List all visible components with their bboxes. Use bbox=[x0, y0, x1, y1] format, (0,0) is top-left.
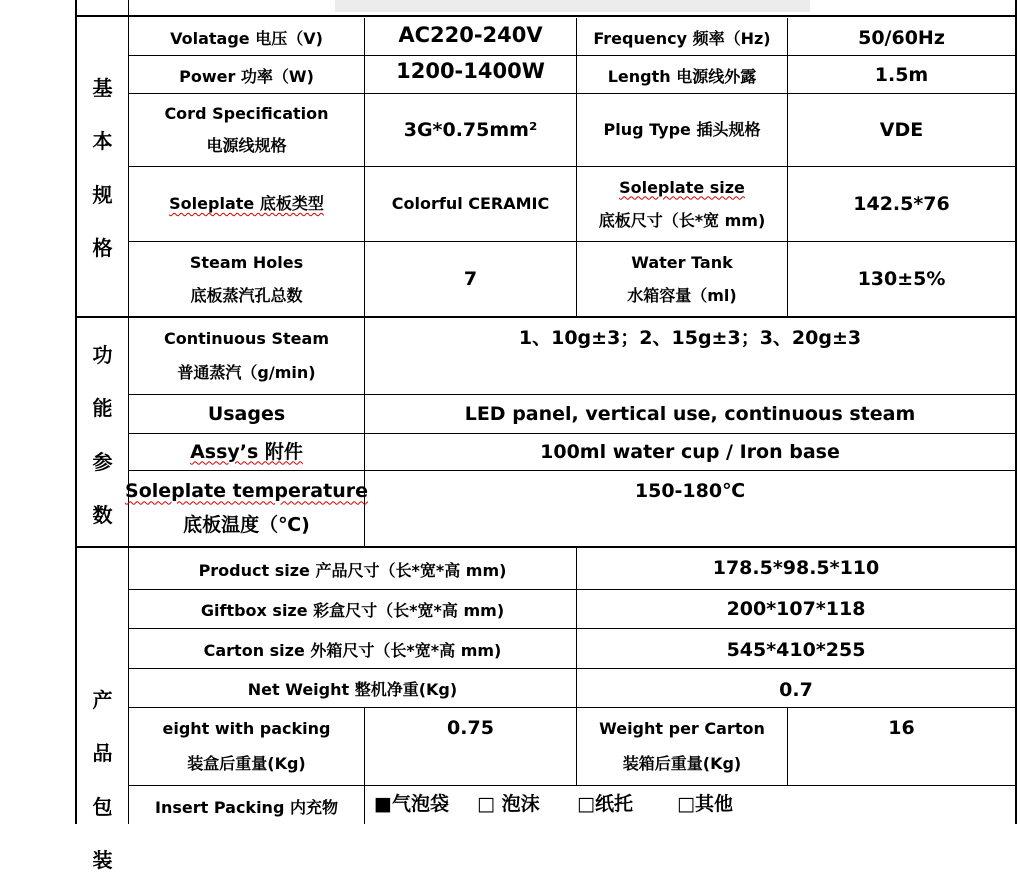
frequency-label: Frequency 频率（Hz) bbox=[593, 29, 771, 49]
usages-value: LED panel, vertical use, continuous steam bbox=[464, 402, 916, 425]
section-char: 功 bbox=[92, 343, 113, 367]
section-label-function bbox=[77, 345, 128, 525]
temp-value: 150-180℃ bbox=[634, 480, 746, 502]
steam-holes-label-en: Steam Holes bbox=[189, 252, 304, 272]
steam-holes-label-cn: 底板蒸汽孔总数 bbox=[190, 285, 303, 305]
cord-value: 3G*0.75mm² bbox=[403, 118, 538, 141]
gross-weight-value: 0.75 bbox=[447, 717, 494, 739]
steam-label-cn: 普通蒸汽（g/min) bbox=[177, 363, 316, 383]
product-size-label: Product size 产品尺寸（长*宽*高 mm) bbox=[198, 560, 507, 580]
soleplate-label bbox=[129, 167, 364, 241]
section-char: 数 bbox=[92, 502, 113, 527]
plug-label: Plug Type 插头规格 bbox=[603, 120, 761, 140]
assy-label bbox=[129, 434, 364, 470]
temp-label bbox=[125, 471, 368, 546]
length-value: 1.5m bbox=[874, 64, 929, 87]
frequency-value: 50/60Hz bbox=[858, 26, 945, 49]
water-tank-label-en: Water Tank bbox=[631, 252, 733, 272]
section-char: 基 bbox=[92, 76, 113, 100]
section-char: 装 bbox=[92, 847, 113, 872]
temp-label-cn: 底板温度（℃) bbox=[183, 513, 310, 536]
top-gray-bar bbox=[335, 0, 810, 12]
insert-label: Insert Packing 内充物 bbox=[155, 798, 338, 818]
cord-label bbox=[129, 94, 364, 166]
giftbox-label-text: Giftbox size 彩盒尺寸（长*宽*高 mm) bbox=[200, 601, 505, 621]
section-char: 包 bbox=[92, 794, 113, 819]
voltage-label: Volatage 电压（V) bbox=[170, 29, 323, 49]
insert-option-foam: □ 泡沫 bbox=[477, 793, 540, 815]
water-tank-label-cn: 水箱容量（ml) bbox=[627, 285, 737, 305]
length-label: Length 电源线外露 bbox=[607, 66, 757, 86]
temp-label-en: Soleplate temperature bbox=[125, 480, 368, 503]
per-carton-label-cn: 装箱后重量(Kg) bbox=[622, 753, 742, 773]
insert-option-tray: □纸托 bbox=[577, 793, 633, 815]
cord-label-cn: 电源线规格 bbox=[206, 136, 287, 156]
steam-value: 1、10g±3；2、15g±3；3、20g±3 bbox=[518, 327, 862, 349]
per-carton-label bbox=[577, 708, 787, 785]
soleplate-size-value: 142.5*76 bbox=[853, 192, 950, 215]
soleplate-size-label bbox=[577, 167, 787, 241]
section-char: 品 bbox=[92, 741, 113, 766]
voltage-value: AC220-240V bbox=[398, 23, 543, 47]
section-char: 产 bbox=[92, 688, 113, 712]
net-weight-value: 0.7 bbox=[779, 678, 813, 701]
section-char: 本 bbox=[92, 129, 113, 154]
plug-value: VDE bbox=[879, 119, 924, 141]
usages-label: Usages bbox=[207, 402, 286, 425]
soleplate-size-label-en: Soleplate size bbox=[619, 177, 745, 197]
gross-weight-label bbox=[129, 708, 364, 785]
gross-label-en: eight with packing bbox=[162, 719, 331, 739]
soleplate-label-text: Soleplate 底板类型 bbox=[169, 194, 324, 214]
soleplate-value: Colorful CERAMIC bbox=[391, 194, 550, 214]
gross-label-cn: 装盒后重量(Kg) bbox=[187, 753, 306, 773]
assy-label-text: Assy’s 附件 bbox=[190, 440, 303, 463]
assy-value: 100ml water cup / Iron base bbox=[540, 440, 840, 463]
per-carton-value: 16 bbox=[888, 717, 915, 739]
per-carton-label-en: Weight per Carton bbox=[599, 719, 765, 739]
section-char: 格 bbox=[92, 235, 113, 260]
power-value: 1200-1400W bbox=[396, 59, 545, 83]
carton-label: Carton size 外箱尺寸（长*宽*高 mm) bbox=[203, 640, 502, 660]
carton-value: 545*410*255 bbox=[726, 639, 866, 662]
insert-option-bubble: ■气泡袋 bbox=[374, 793, 449, 815]
soleplate-size-label-cn: 底板尺寸（长*宽 mm) bbox=[598, 210, 766, 230]
water-tank-value: 130±5% bbox=[857, 267, 946, 290]
steam-label bbox=[129, 318, 364, 394]
insert-option-other: □其他 bbox=[677, 793, 733, 815]
steam-holes-value: 7 bbox=[463, 267, 478, 290]
table-border-right bbox=[1015, 0, 1017, 824]
cord-label-en: Cord Specification bbox=[164, 104, 329, 124]
section-char: 参 bbox=[92, 449, 113, 474]
section-char: 能 bbox=[92, 396, 113, 421]
steam-holes-label bbox=[129, 242, 364, 316]
product-size-value: 178.5*98.5*110 bbox=[712, 557, 880, 580]
power-label: Power 功率（W) bbox=[179, 66, 314, 86]
giftbox-label bbox=[129, 590, 576, 628]
water-tank-label bbox=[577, 242, 787, 316]
section-char: 规 bbox=[92, 182, 113, 207]
steam-label-en: Continuous Steam bbox=[163, 329, 329, 349]
section-label-basic bbox=[77, 78, 128, 258]
section-label-packing bbox=[77, 690, 128, 870]
giftbox-value: 200*107*118 bbox=[726, 597, 866, 620]
net-weight-label: Net Weight 整机净重(Kg) bbox=[247, 680, 458, 700]
